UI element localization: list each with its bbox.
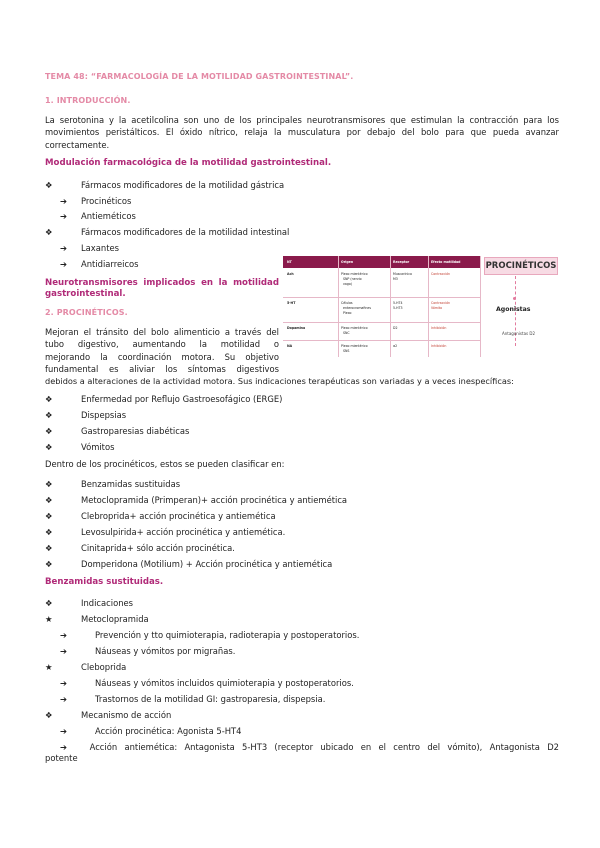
bullet-diamond-icon: ❖ [45,598,53,608]
star-icon: ★ [45,662,53,672]
list-item: ❖ Domperidona (Motilium) + Acción procinética y antiemética [45,559,333,569]
neurotransmitter-table: NT Origen Receptor Efecto motilidad Ach Plexo mientérico SNP (nervio vago) Muscarínico M3 Contracción 5-HT Células enterocromafines Plexo 5-HT4 5-HT3 Contracción Vómito Dopamina Plexo mientérico SNC D2 Inhibición NA Plexo mientérico SNS α2 Inhibición [283,256,481,357]
table-row-nt: Ach [287,272,294,276]
intro-paragraph [45,114,559,151]
bullet-diamond-icon: ❖ [45,495,53,505]
neurotransmitters-heading: Neurotransmisores implicados en la motilidad gastrointestinal. [45,278,279,299]
agonist-label: Agonistas [496,306,531,313]
table-row-nt: Dopamina [287,326,306,330]
arrow-icon: ➔ [60,243,68,253]
list-item: ❖ Indicaciones [45,598,134,608]
list-item: ❖ Clebroprida+ acción procinética y antiemética [45,511,276,521]
list-item: ❖ Cinitaprida+ sólo acción procinética. [45,543,235,553]
bullet-diamond-icon: ❖ [45,227,53,237]
table-header-cell: NT [287,260,292,264]
list-item: ❖ Gastroparesias diabéticas [45,426,190,436]
connector-dot [513,297,516,300]
list-item: ➔ Náuseas y vómitos por migrañas. [60,646,236,656]
bullet-diamond-icon: ❖ [45,180,53,190]
bullet-diamond-icon: ❖ [45,543,53,553]
list-item: ❖ Enfermedad por Reflujo Gastroesofágico (ERGE) [45,394,283,404]
document-title: TEMA 48: “FARMACOLOGÍA DE LA MOTILIDAD GASTROINTESTINAL”. [45,72,354,81]
bullet-diamond-icon: ❖ [45,527,53,537]
list-item: ❖ Benzamidas sustituidas [45,479,181,489]
list-item: ❖ Fármacos modificadores de la motilidad gástrica [45,180,285,190]
table-header-cell: Receptor [393,260,410,264]
list-item: ❖ Mecanismo de acción [45,710,172,720]
table-row-nt: 5-HT [287,301,296,305]
section-heading-introduccion: 1. INTRODUCCIÓN. [45,96,131,105]
arrow-icon: ➔ [60,646,68,656]
arrow-icon: ➔ [60,630,68,640]
classify-intro: Dentro de los procinéticos, estos se pueden clasificar en: [45,459,285,469]
arrow-icon: ➔ [60,726,68,736]
list-item: ❖ Metoclopramida (Primperan)+ acción procinética y antiemética [45,495,348,505]
list-item: ★ Cleboprida [45,662,127,672]
arrow-icon: ➔ [60,678,68,688]
list-item: ➔ Acción procinética: Agonista 5-HT4 [60,726,242,736]
bullet-diamond-icon: ❖ [45,710,53,720]
list-item: ➔ Acción antiemética: Antagonista 5-HT3 (receptor ubicado en el centro del vómito), Antagonista D2 potente [45,742,559,763]
bullet-diamond-icon: ❖ [45,511,53,521]
bullet-diamond-icon: ❖ [45,479,53,489]
list-item: ➔ Procinéticos [60,196,132,206]
benzamidas-heading: Benzamidas sustituidas. [45,577,164,587]
bullet-diamond-icon: ❖ [45,426,53,436]
procineticos-paragraph-last-line: debidos a alteraciones de la actividad motora. Sus indicaciones terapéuticas son variadas y a veces inespecíficas: [45,376,514,386]
bullet-diamond-icon: ❖ [45,410,53,420]
list-item: ➔ Náuseas y vómitos incluidos quimioterapia y postoperatorios. [60,678,354,688]
list-item: ★ Metoclopramida [45,614,149,624]
list-item: ➔ Antieméticos [60,211,136,221]
list-item: ❖ Levosulpirida+ acción procinética y antiemética. [45,527,286,537]
table-header-cell: Efecto motilidad [431,260,461,264]
procineticos-box: PROCINÉTICOS [484,257,558,275]
intro-line-2: movimientos peristálticos. El óxido nítrico, relaja la musculatura por debajo del bolo para que pueda avanzar [45,127,559,138]
procineticos-paragraph: Mejoran el tránsito del bolo alimenticio a través del tubo digestivo, aumentando la motilidad o mejorando la coordinación motora. Su objetivo fundamental es aliviar los síntomas digestivos [45,327,279,375]
bullet-diamond-icon: ❖ [45,559,53,569]
intro-line-1: La serotonina y la acetilcolina son uno de los principales neurotransmisores que estimulan la contracción para los [45,115,559,125]
arrow-icon: ➔ [60,196,68,206]
list-item: ❖ Dispepsias [45,410,127,420]
intro-line-3: correctamente. [45,139,110,150]
list-item: ❖ Vómitos [45,442,115,452]
star-icon: ★ [45,614,53,624]
antagonist-label: Antagonistas D2 [502,331,536,336]
arrow-icon: ➔ [60,742,68,752]
list-item: ❖ Fármacos modificadores de la motilidad intestinal [45,227,290,237]
table-header-cell: Origen [341,260,354,264]
section-heading-procineticos: 2. PROCINÉTICOS. [45,308,128,317]
list-item: ➔ Antidiarreicos [60,259,139,269]
bullet-diamond-icon: ❖ [45,442,53,452]
list-item: ➔ Laxantes [60,243,119,253]
arrow-icon: ➔ [60,694,68,704]
table-row-nt: NA [287,344,293,348]
modulation-heading: Modulación farmacológica de la motilidad gastrointestinal. [45,158,332,168]
bullet-diamond-icon: ❖ [45,394,53,404]
arrow-icon: ➔ [60,211,68,221]
list-item: ➔ Trastornos de la motilidad GI: gastroparesia, dispepsia. [60,694,326,704]
arrow-icon: ➔ [60,259,68,269]
list-item: ➔ Prevención y tto quimioterapia, radioterapia y postoperatorios. [60,630,360,640]
